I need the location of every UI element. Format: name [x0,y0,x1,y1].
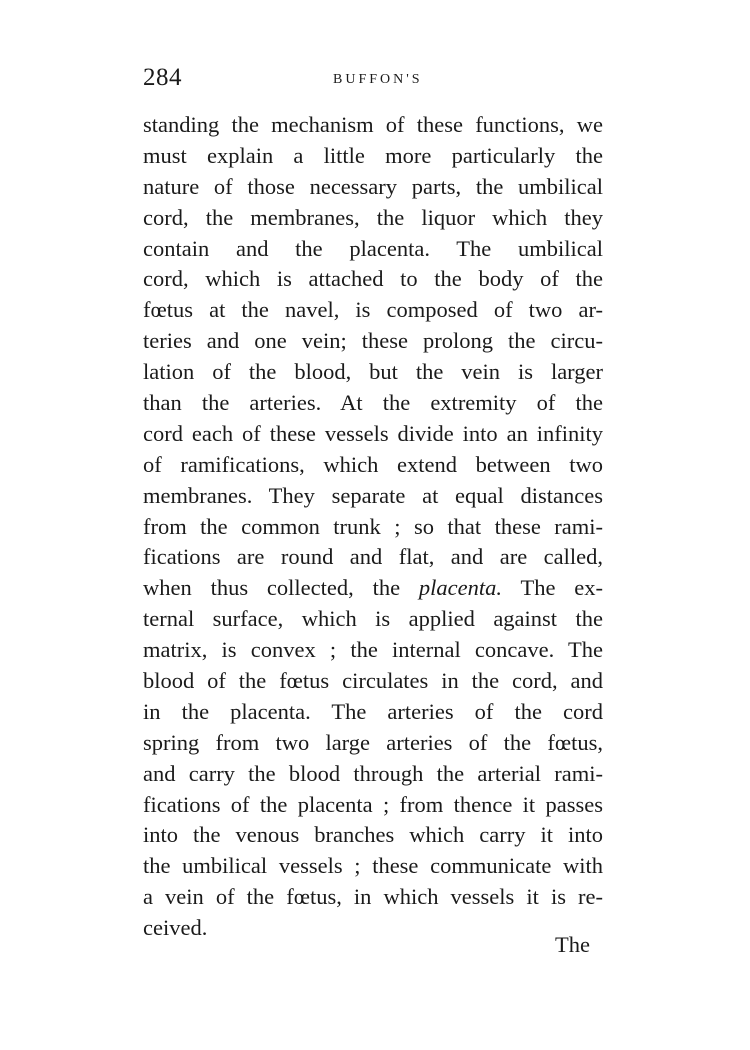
text-line: fications are round and flat, and are called, [143,544,603,570]
text-line: membranes. They separate at equal distances [143,482,603,508]
italic-term: placenta. [418,575,503,601]
text-line: cord, the membranes, the liquor which they [143,204,603,230]
text-line: nature of those necessary parts, the umbilical [143,173,603,199]
page-number: 284 [143,64,182,91]
running-head: BUFFON'S [333,72,423,87]
text-line: and carry the blood through the arterial rami- [143,760,603,786]
text-line: than the arteries. At the extremity of the [143,390,603,416]
text-line-with-italic [143,573,603,604]
text-line: into the venous branches which carry it into [143,822,603,848]
text-line: standing the mechanism of these functions, we [143,112,603,137]
text-line: cord each of these vessels divide into an infinity [143,420,603,446]
text-line: fœtus at the navel, is composed of two ar- [143,297,603,323]
text-line: from the common trunk ; so that these rami- [143,513,603,539]
text-line: the umbilical vessels ; these communicate with [143,853,603,879]
text-line: ternal surface, which is applied against the [143,606,603,632]
text-line: matrix, is convex ; the internal concave. The [143,637,603,663]
text-line-last: ceived. [143,915,208,941]
text-line: fications of the placenta ; from thence it passes [143,791,603,817]
text-line: must explain a little more particularly the [143,142,603,168]
text-segment: when thus collected, the [143,575,401,601]
text-line: of ramifications, which extend between two [143,451,603,477]
text-line: in the placenta. The arteries of the cord [143,698,603,724]
text-line: cord, which is attached to the body of the [143,266,603,292]
text-line: a vein of the fœtus, in which vessels it is re- [143,884,603,910]
text-line: teries and one vein; these prolong the circu- [143,328,603,354]
text-line: lation of the blood, but the vein is larger [143,359,603,385]
page-header [143,64,603,98]
text-line: blood of the fœtus circulates in the cord, and [143,668,603,694]
text-segment: The ex- [520,575,604,601]
text-line: spring from two large arteries of the fœtus, [143,729,603,755]
body-text [143,110,603,944]
text-line: contain and the placenta. The umbilical [143,235,603,261]
catchword: The [555,932,590,957]
